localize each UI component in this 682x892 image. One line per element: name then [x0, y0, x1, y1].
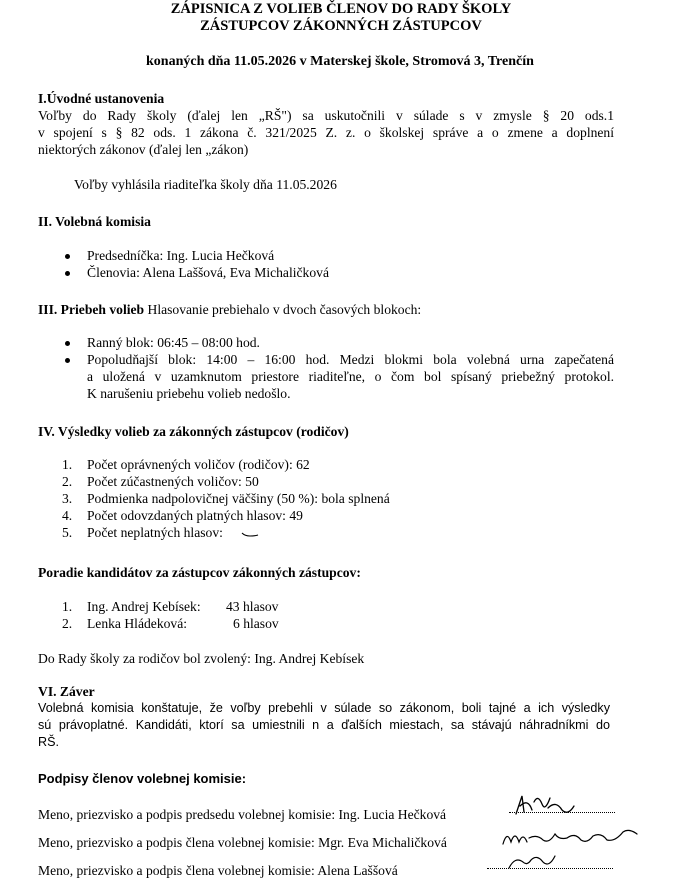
result-number: 2.: [62, 474, 73, 489]
signature-line-member2: Meno, priezvisko a podpis člena volebnej komisie: Alena Laššová: [38, 863, 398, 878]
document-title-line1: ZÁPISNICA Z VOLIEB ČLENOV DO RADY ŠKOLY: [170, 1, 512, 17]
document-subtitle: konaných dňa 11.05.2026 v Materskej škole, Stromová 3, Trenčín: [146, 54, 534, 69]
section1-heading: I.Úvodné ustanovenia: [38, 91, 165, 106]
candidate-rank: 2.: [62, 616, 73, 631]
handwritten-dash-mark: [240, 530, 260, 540]
commission-members: Členovia: Alena Laššová, Eva Michaličková: [87, 265, 329, 280]
bullet-icon: [65, 271, 70, 276]
result-number: 3.: [62, 491, 73, 506]
elected-candidate: Do Rady školy za rodičov bol zvolený: Ing. Andrej Kebísek: [38, 651, 365, 666]
section1-announcement: Voľby vyhlásila riaditeľka školy dňa 11.05.2026: [74, 177, 337, 192]
signature-line-member1: Meno, priezvisko a podpis člena volebnej komisie: Mgr. Eva Michaličková: [38, 835, 447, 850]
section3-heading-rest: Hlasovanie prebiehalo v dvoch časových blokoch:: [144, 302, 422, 317]
candidate-name: Lenka Hládeková:: [87, 616, 188, 631]
bullet-icon: [65, 341, 70, 346]
conclusion-line3: RŠ.: [38, 735, 59, 749]
afternoon-block-line2: a uložená v uzamknutom priestore riaditeľne, o čom bol spísaný priebežný protokol.: [87, 369, 614, 384]
section2-heading: II. Volebná komisia: [38, 214, 151, 229]
section3-heading: III. Priebeh volieb: [38, 302, 145, 317]
section1-para-line2: v spojení s § 82 ods. 1 zákona č. 321/2025 Z. z. o školskej správe a o zmene a doplnení: [38, 125, 614, 140]
section6-heading: VI. Záver: [38, 684, 95, 699]
result-valid-votes: Počet odovzdaných platných hlasov: 49: [87, 508, 303, 523]
candidate-rank: 1.: [62, 599, 73, 614]
section3-heading-line: [38, 301, 421, 318]
section1-para-line1: Voľby do Rady školy (ďalej len „RŠ") sa uskutočnili v súlade s v zmysle § 20 ods.1: [38, 108, 614, 123]
result-number: 5.: [62, 525, 73, 540]
candidate-votes: 43 hlasov: [226, 599, 279, 614]
conclusion-line1: Volebná komisia konštatuje, že voľby prebehli v súlade so zákonom, boli tajné a ich výsledky: [38, 701, 610, 715]
section1-para-line3: niektorých zákonov (ďalej len „zákon): [38, 142, 249, 157]
bullet-icon: [65, 358, 70, 363]
afternoon-block-line3: K narušeniu priebehu volieb nedošlo.: [87, 386, 291, 401]
signatures-heading: Podpisy členov volebnej komisie:: [38, 771, 247, 786]
candidate-votes: 6 hlasov: [233, 616, 279, 631]
candidate-name: Ing. Andrej Kebísek:: [87, 599, 201, 614]
bullet-icon: [65, 254, 70, 259]
section4-heading: IV. Výsledky volieb za zákonných zástupcov (rodičov): [38, 424, 349, 439]
afternoon-block-line1: Popoludňajší blok: 14:00 – 16:00 hod. Medzi blokmi bola volebná urna zapečatená: [87, 352, 614, 367]
document-title-line2: ZÁSTUPCOV ZÁKONNÝCH ZÁSTUPCOV: [200, 18, 482, 34]
signature-image-heckova: [512, 788, 582, 822]
result-eligible-voters: Počet oprávnených voličov (rodičov): 62: [87, 457, 310, 472]
conclusion-line2: sú právoplatné. Kandidáti, ktorí sa umiestnili n a ďalších miestach, sa stávajú náhradníkmi do: [38, 718, 610, 732]
result-number: 1.: [62, 457, 73, 472]
signature-line-chair: Meno, priezvisko a podpis predsedu volebnej komisie: Ing. Lucia Hečková: [38, 807, 447, 822]
morning-block: Ranný blok: 06:45 – 08:00 hod.: [87, 335, 260, 350]
result-majority-condition: Podmienka nadpolovičnej väčšiny (50 %): bola splnená: [87, 491, 390, 506]
result-participating-voters: Počet zúčastnených voličov: 50: [87, 474, 259, 489]
result-invalid-votes: Počet neplatných hlasov:: [87, 525, 223, 540]
signature-image-lassova: [505, 848, 565, 878]
candidates-heading: Poradie kandidátov za zástupcov zákonných zástupcov:: [38, 565, 361, 580]
commission-chair: Predsedníčka: Ing. Lucia Hečková: [87, 248, 275, 263]
result-number: 4.: [62, 508, 73, 523]
